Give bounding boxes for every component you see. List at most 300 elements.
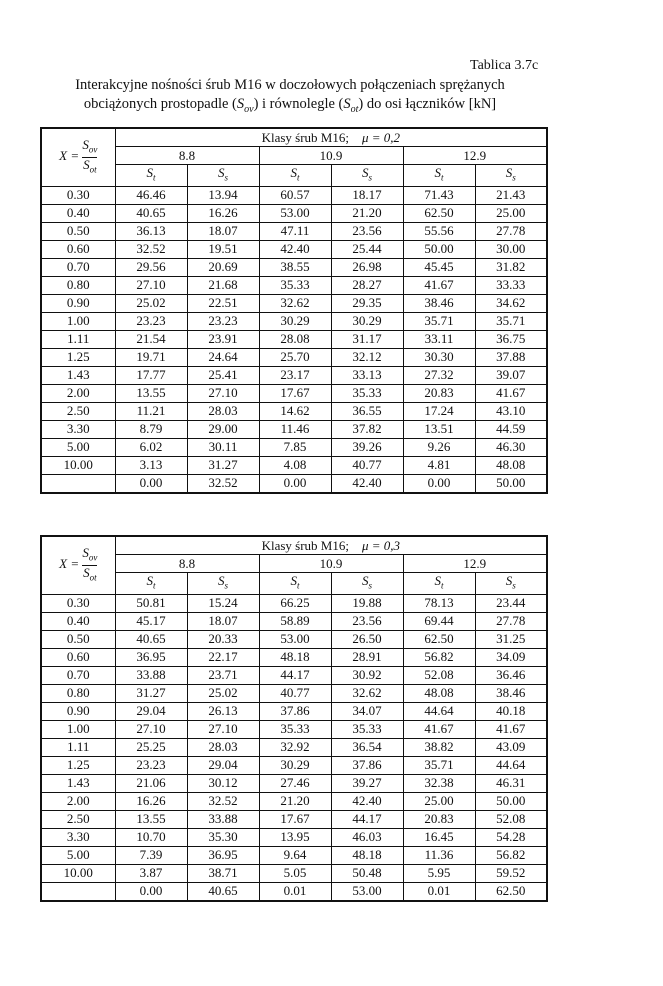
table-row xyxy=(41,438,547,456)
capacity-cell: 45.17 xyxy=(115,612,187,630)
class-8-8: 8.8 xyxy=(115,147,259,165)
capacity-cell: 29.35 xyxy=(331,294,403,312)
capacity-cell: 50.81 xyxy=(115,594,187,612)
capacity-cell: 38.55 xyxy=(259,258,331,276)
x-value-cell: 1.00 xyxy=(41,312,115,330)
capacity-cell: 30.30 xyxy=(403,348,475,366)
x-ratio-header: X = $\frac{S_{ov}}{S_{ot}}$ xyxy=(41,128,115,186)
table-body xyxy=(41,186,547,493)
capacity-cell: 56.82 xyxy=(475,846,547,864)
capacity-cell: 35.33 xyxy=(331,384,403,402)
capacity-cell: 13.95 xyxy=(259,828,331,846)
st-header: $S_t$ xyxy=(403,573,475,595)
capacity-cell: 38.46 xyxy=(403,294,475,312)
x-value-cell: 0.90 xyxy=(41,702,115,720)
capacity-cell: 29.56 xyxy=(115,258,187,276)
capacity-cell: 43.10 xyxy=(475,402,547,420)
capacity-cell: 36.46 xyxy=(475,666,547,684)
x-value-cell: 0.30 xyxy=(41,594,115,612)
capacity-cell: 32.92 xyxy=(259,738,331,756)
capacity-cell: 36.95 xyxy=(187,846,259,864)
mu-value: μ = 0,2 xyxy=(361,129,401,145)
capacity-cell: 14.62 xyxy=(259,402,331,420)
capacity-cell: 27.78 xyxy=(475,222,547,240)
capacity-cell: 25.44 xyxy=(331,240,403,258)
capacity-cell: 27.32 xyxy=(403,366,475,384)
x-value-cell: 3.30 xyxy=(41,420,115,438)
capacity-cell: 69.44 xyxy=(403,612,475,630)
x-value-cell: 1.11 xyxy=(41,330,115,348)
capacity-cell: 50.00 xyxy=(475,792,547,810)
table-row xyxy=(41,702,547,720)
capacity-cell: 62.50 xyxy=(403,630,475,648)
capacity-cell: 6.02 xyxy=(115,438,187,456)
capacity-cell: 0.01 xyxy=(403,882,475,901)
capacity-cell: 55.56 xyxy=(403,222,475,240)
capacity-cell: 42.40 xyxy=(259,240,331,258)
capacity-cell: 30.92 xyxy=(331,666,403,684)
capacity-cell: 37.86 xyxy=(331,756,403,774)
capacity-cell: 35.33 xyxy=(331,720,403,738)
x-value-cell: 0.90 xyxy=(41,294,115,312)
x-value-cell: 1.25 xyxy=(41,348,115,366)
capacity-cell: 35.30 xyxy=(187,828,259,846)
x-value-cell: 0.40 xyxy=(41,204,115,222)
x-value-cell: 5.00 xyxy=(41,438,115,456)
x-value-cell xyxy=(41,474,115,493)
capacity-cell: 33.88 xyxy=(115,666,187,684)
capacity-cell: 46.31 xyxy=(475,774,547,792)
capacity-cell: 5.95 xyxy=(403,864,475,882)
x-value-cell: 1.25 xyxy=(41,756,115,774)
x-value-cell: 10.00 xyxy=(41,456,115,474)
table-caption: Tablica 3.7c xyxy=(470,58,539,73)
capacity-cell: 13.55 xyxy=(115,810,187,828)
capacity-cell: 18.07 xyxy=(187,612,259,630)
ss-header: $S_s$ xyxy=(187,573,259,595)
capacity-cell: 25.00 xyxy=(475,204,547,222)
capacity-cell: 39.27 xyxy=(331,774,403,792)
x-value-cell: 0.80 xyxy=(41,276,115,294)
capacity-cell: 7.39 xyxy=(115,846,187,864)
capacity-cell: 44.59 xyxy=(475,420,547,438)
capacity-cell: 52.08 xyxy=(475,810,547,828)
capacity-cell: 36.75 xyxy=(475,330,547,348)
capacity-cell: 29.04 xyxy=(187,756,259,774)
capacity-cell: 28.03 xyxy=(187,402,259,420)
x-value-cell: 2.00 xyxy=(41,792,115,810)
x-value-cell: 0.60 xyxy=(41,648,115,666)
table-row xyxy=(41,348,547,366)
capacity-cell: 13.55 xyxy=(115,384,187,402)
table-row xyxy=(41,420,547,438)
capacity-cell: 34.07 xyxy=(331,702,403,720)
table-row xyxy=(41,240,547,258)
capacity-cell: 17.67 xyxy=(259,384,331,402)
capacity-cell: 35.71 xyxy=(475,312,547,330)
x-value-cell: 0.70 xyxy=(41,666,115,684)
capacity-cell: 9.26 xyxy=(403,438,475,456)
capacity-cell: 30.11 xyxy=(187,438,259,456)
capacity-cell: 62.50 xyxy=(475,882,547,901)
capacity-cell: 27.10 xyxy=(187,384,259,402)
table-row xyxy=(41,864,547,882)
capacity-cell: 39.26 xyxy=(331,438,403,456)
table-row xyxy=(41,666,547,684)
capacity-cell: 35.33 xyxy=(259,276,331,294)
capacity-cell: 59.52 xyxy=(475,864,547,882)
x-value-cell: 0.50 xyxy=(41,222,115,240)
capacity-cell: 7.85 xyxy=(259,438,331,456)
table-row xyxy=(41,612,547,630)
table-row xyxy=(41,258,547,276)
capacity-cell: 19.71 xyxy=(115,348,187,366)
capacity-cell: 23.91 xyxy=(187,330,259,348)
table-row xyxy=(41,846,547,864)
capacity-cell: 30.12 xyxy=(187,774,259,792)
x-value-cell: 1.11 xyxy=(41,738,115,756)
capacity-cell: 23.23 xyxy=(187,312,259,330)
capacity-cell: 36.95 xyxy=(115,648,187,666)
capacity-cell: 20.33 xyxy=(187,630,259,648)
capacity-cell: 50.00 xyxy=(403,240,475,258)
capacity-cell: 44.64 xyxy=(475,756,547,774)
capacity-cell: 3.13 xyxy=(115,456,187,474)
table-row xyxy=(41,474,547,493)
capacity-cell: 36.54 xyxy=(331,738,403,756)
capacity-cell: 78.13 xyxy=(403,594,475,612)
capacity-cell: 19.88 xyxy=(331,594,403,612)
capacity-cell: 30.29 xyxy=(259,312,331,330)
x-value-cell: 0.30 xyxy=(41,186,115,204)
ss-header: $S_s$ xyxy=(475,165,547,187)
capacity-cell: 21.43 xyxy=(475,186,547,204)
capacity-cell: 31.27 xyxy=(115,684,187,702)
x-value-cell: 0.40 xyxy=(41,612,115,630)
capacity-cell: 33.33 xyxy=(475,276,547,294)
capacity-cell: 46.30 xyxy=(475,438,547,456)
capacity-cell: 36.13 xyxy=(115,222,187,240)
capacity-cell: 32.12 xyxy=(331,348,403,366)
title-line-2: obciążonych prostopadle $(S_{ov})$ i równolegle $(S_{ot})$ do osi łączników [kN] xyxy=(83,96,497,115)
capacity-cell: 41.67 xyxy=(475,720,547,738)
table-row xyxy=(41,384,547,402)
capacity-cell: 18.07 xyxy=(187,222,259,240)
capacity-cell: 23.44 xyxy=(475,594,547,612)
capacity-cell: 53.00 xyxy=(331,882,403,901)
capacity-cell: 25.25 xyxy=(115,738,187,756)
capacity-cell: 25.02 xyxy=(115,294,187,312)
capacity-cell: 21.54 xyxy=(115,330,187,348)
capacity-cell: 31.17 xyxy=(331,330,403,348)
class-12-9: 12.9 xyxy=(403,555,547,573)
capacity-cell: 9.64 xyxy=(259,846,331,864)
capacity-cell: 27.10 xyxy=(115,276,187,294)
classes-header: Klasy śrub M16; μ = 0,3 xyxy=(115,536,547,555)
capacity-cell: 38.82 xyxy=(403,738,475,756)
capacity-cell: 30.29 xyxy=(331,312,403,330)
capacity-cell: 31.82 xyxy=(475,258,547,276)
capacity-cell: 40.65 xyxy=(115,630,187,648)
table-row xyxy=(41,684,547,702)
capacity-cell: 4.08 xyxy=(259,456,331,474)
capacity-cell: 33.88 xyxy=(187,810,259,828)
capacity-cell: 32.38 xyxy=(403,774,475,792)
capacity-cell: 36.55 xyxy=(331,402,403,420)
capacity-cell: 5.05 xyxy=(259,864,331,882)
table-row xyxy=(41,456,547,474)
class-10-9: 10.9 xyxy=(259,555,403,573)
table-row xyxy=(41,630,547,648)
capacity-cell: 16.26 xyxy=(115,792,187,810)
x-value-cell: 2.50 xyxy=(41,810,115,828)
capacity-cell: 23.56 xyxy=(331,612,403,630)
x-value-cell: 0.80 xyxy=(41,684,115,702)
capacity-cell: 18.17 xyxy=(331,186,403,204)
title-line-1: Interakcyjne nośności śrub M16 w doczołowych połączeniach sprężanych xyxy=(75,77,505,93)
x-value-cell: 1.43 xyxy=(41,774,115,792)
table-row xyxy=(41,312,547,330)
capacity-cell: 41.67 xyxy=(403,276,475,294)
classes-header: Klasy śrub M16; μ = 0,2 xyxy=(115,128,547,147)
x-value-cell xyxy=(41,882,115,901)
capacity-cell: 15.24 xyxy=(187,594,259,612)
table-row xyxy=(41,774,547,792)
capacity-cell: 48.08 xyxy=(475,456,547,474)
class-12-9: 12.9 xyxy=(403,147,547,165)
capacity-cell: 33.13 xyxy=(331,366,403,384)
table-row xyxy=(41,720,547,738)
table-row xyxy=(41,828,547,846)
capacity-cell: 27.46 xyxy=(259,774,331,792)
capacity-cell: 10.70 xyxy=(115,828,187,846)
capacity-cell: 50.00 xyxy=(475,474,547,493)
capacity-cell: 42.40 xyxy=(331,792,403,810)
capacity-cell: 16.45 xyxy=(403,828,475,846)
capacity-cell: 58.89 xyxy=(259,612,331,630)
capacity-cell: 20.69 xyxy=(187,258,259,276)
table-mu-03 xyxy=(40,535,548,902)
capacity-cell: 28.08 xyxy=(259,330,331,348)
capacity-cell: 54.28 xyxy=(475,828,547,846)
capacity-cell: 37.88 xyxy=(475,348,547,366)
capacity-cell: 17.67 xyxy=(259,810,331,828)
capacity-cell: 50.48 xyxy=(331,864,403,882)
x-value-cell: 0.70 xyxy=(41,258,115,276)
capacity-cell: 0.00 xyxy=(259,474,331,493)
capacity-cell: 40.65 xyxy=(115,204,187,222)
x-value-cell: 5.00 xyxy=(41,846,115,864)
capacity-cell: 20.83 xyxy=(403,810,475,828)
capacity-cell: 25.70 xyxy=(259,348,331,366)
st-header: $S_t$ xyxy=(259,165,331,187)
capacity-cell: 53.00 xyxy=(259,630,331,648)
capacity-cell: 11.21 xyxy=(115,402,187,420)
table-row xyxy=(41,222,547,240)
table-row xyxy=(41,594,547,612)
table-row xyxy=(41,792,547,810)
class-8-8: 8.8 xyxy=(115,555,259,573)
capacity-cell: 38.71 xyxy=(187,864,259,882)
capacity-cell: 35.71 xyxy=(403,312,475,330)
capacity-cell: 47.11 xyxy=(259,222,331,240)
table-row xyxy=(41,276,547,294)
st-header: $S_t$ xyxy=(403,165,475,187)
capacity-cell: 30.00 xyxy=(475,240,547,258)
capacity-cell: 46.46 xyxy=(115,186,187,204)
capacity-cell: 22.51 xyxy=(187,294,259,312)
capacity-cell: 28.03 xyxy=(187,738,259,756)
capacity-cell: 27.10 xyxy=(115,720,187,738)
st-header: $S_t$ xyxy=(115,165,187,187)
table-row xyxy=(41,810,547,828)
capacity-cell: 25.02 xyxy=(187,684,259,702)
capacity-cell: 43.09 xyxy=(475,738,547,756)
capacity-cell: 0.00 xyxy=(115,882,187,901)
capacity-cell: 13.94 xyxy=(187,186,259,204)
capacity-cell: 41.67 xyxy=(475,384,547,402)
capacity-cell: 62.50 xyxy=(403,204,475,222)
capacity-cell: 66.25 xyxy=(259,594,331,612)
capacity-cell: 40.77 xyxy=(259,684,331,702)
capacity-cell: 27.10 xyxy=(187,720,259,738)
capacity-cell: 21.20 xyxy=(259,792,331,810)
capacity-cell: 37.86 xyxy=(259,702,331,720)
capacity-cell: 28.27 xyxy=(331,276,403,294)
capacity-cell: 27.78 xyxy=(475,612,547,630)
table-row xyxy=(41,204,547,222)
capacity-cell: 8.79 xyxy=(115,420,187,438)
capacity-cell: 0.00 xyxy=(115,474,187,493)
capacity-cell: 32.62 xyxy=(259,294,331,312)
x-value-cell: 2.00 xyxy=(41,384,115,402)
capacity-cell: 37.82 xyxy=(331,420,403,438)
capacity-cell: 53.00 xyxy=(259,204,331,222)
capacity-cell: 45.45 xyxy=(403,258,475,276)
capacity-cell: 42.40 xyxy=(331,474,403,493)
capacity-cell: 16.26 xyxy=(187,204,259,222)
capacity-cell: 44.64 xyxy=(403,702,475,720)
x-value-cell: 10.00 xyxy=(41,864,115,882)
table-title xyxy=(40,76,540,119)
capacity-cell: 23.23 xyxy=(115,756,187,774)
table-row xyxy=(41,186,547,204)
table-row xyxy=(41,366,547,384)
table-mu-02 xyxy=(40,127,548,494)
capacity-cell: 0.01 xyxy=(259,882,331,901)
capacity-cell: 23.56 xyxy=(331,222,403,240)
x-value-cell: 3.30 xyxy=(41,828,115,846)
capacity-cell: 40.77 xyxy=(331,456,403,474)
capacity-cell: 32.52 xyxy=(187,474,259,493)
capacity-cell: 17.77 xyxy=(115,366,187,384)
capacity-cell: 31.25 xyxy=(475,630,547,648)
capacity-cell: 23.23 xyxy=(115,312,187,330)
capacity-cell: 26.13 xyxy=(187,702,259,720)
table-row xyxy=(41,402,547,420)
capacity-cell: 17.24 xyxy=(403,402,475,420)
capacity-cell: 21.68 xyxy=(187,276,259,294)
capacity-cell: 31.27 xyxy=(187,456,259,474)
capacity-cell: 23.71 xyxy=(187,666,259,684)
x-value-cell: 1.00 xyxy=(41,720,115,738)
capacity-cell: 40.65 xyxy=(187,882,259,901)
capacity-cell: 22.17 xyxy=(187,648,259,666)
capacity-cell: 32.52 xyxy=(187,792,259,810)
ss-header: $S_s$ xyxy=(475,573,547,595)
capacity-cell: 11.46 xyxy=(259,420,331,438)
capacity-cell: 26.50 xyxy=(331,630,403,648)
capacity-cell: 25.00 xyxy=(403,792,475,810)
table-row xyxy=(41,648,547,666)
capacity-cell: 3.87 xyxy=(115,864,187,882)
capacity-cell: 32.52 xyxy=(115,240,187,258)
mu-value: μ = 0,3 xyxy=(361,537,401,553)
capacity-cell: 21.06 xyxy=(115,774,187,792)
capacity-cell: 48.18 xyxy=(259,648,331,666)
st-header: $S_t$ xyxy=(115,573,187,595)
st-ss-header-row xyxy=(41,165,547,187)
capacity-cell: 41.67 xyxy=(403,720,475,738)
table-row xyxy=(41,294,547,312)
table-body xyxy=(41,594,547,901)
ss-header: $S_s$ xyxy=(331,573,403,595)
capacity-cell: 24.64 xyxy=(187,348,259,366)
capacity-cell: 44.17 xyxy=(331,810,403,828)
capacity-cell: 39.07 xyxy=(475,366,547,384)
capacity-cell: 4.81 xyxy=(403,456,475,474)
capacity-cell: 30.29 xyxy=(259,756,331,774)
capacity-cell: 0.00 xyxy=(403,474,475,493)
table-row xyxy=(41,882,547,901)
capacity-cell: 26.98 xyxy=(331,258,403,276)
capacity-cell: 23.17 xyxy=(259,366,331,384)
capacity-cell: 56.82 xyxy=(403,648,475,666)
table-row xyxy=(41,738,547,756)
capacity-cell: 48.18 xyxy=(331,846,403,864)
st-header: $S_t$ xyxy=(259,573,331,595)
capacity-cell: 28.91 xyxy=(331,648,403,666)
capacity-cell: 19.51 xyxy=(187,240,259,258)
capacity-cell: 29.00 xyxy=(187,420,259,438)
capacity-cell: 44.17 xyxy=(259,666,331,684)
table-row xyxy=(41,330,547,348)
capacity-cell: 40.18 xyxy=(475,702,547,720)
x-ratio-header: X = $\frac{S_{ov}}{S_{ot}}$ xyxy=(41,536,115,594)
capacity-cell: 34.62 xyxy=(475,294,547,312)
x-value-cell: 2.50 xyxy=(41,402,115,420)
capacity-cell: 29.04 xyxy=(115,702,187,720)
capacity-cell: 11.36 xyxy=(403,846,475,864)
x-value-cell: 1.43 xyxy=(41,366,115,384)
capacity-cell: 52.08 xyxy=(403,666,475,684)
table-row xyxy=(41,756,547,774)
class-10-9: 10.9 xyxy=(259,147,403,165)
x-value-cell: 0.60 xyxy=(41,240,115,258)
capacity-cell: 60.57 xyxy=(259,186,331,204)
capacity-cell: 13.51 xyxy=(403,420,475,438)
capacity-cell: 20.83 xyxy=(403,384,475,402)
capacity-cell: 48.08 xyxy=(403,684,475,702)
capacity-cell: 35.71 xyxy=(403,756,475,774)
capacity-cell: 35.33 xyxy=(259,720,331,738)
ss-header: $S_s$ xyxy=(331,165,403,187)
capacity-cell: 33.11 xyxy=(403,330,475,348)
capacity-cell: 21.20 xyxy=(331,204,403,222)
capacity-cell: 32.62 xyxy=(331,684,403,702)
x-value-cell: 0.50 xyxy=(41,630,115,648)
ss-header: $S_s$ xyxy=(187,165,259,187)
